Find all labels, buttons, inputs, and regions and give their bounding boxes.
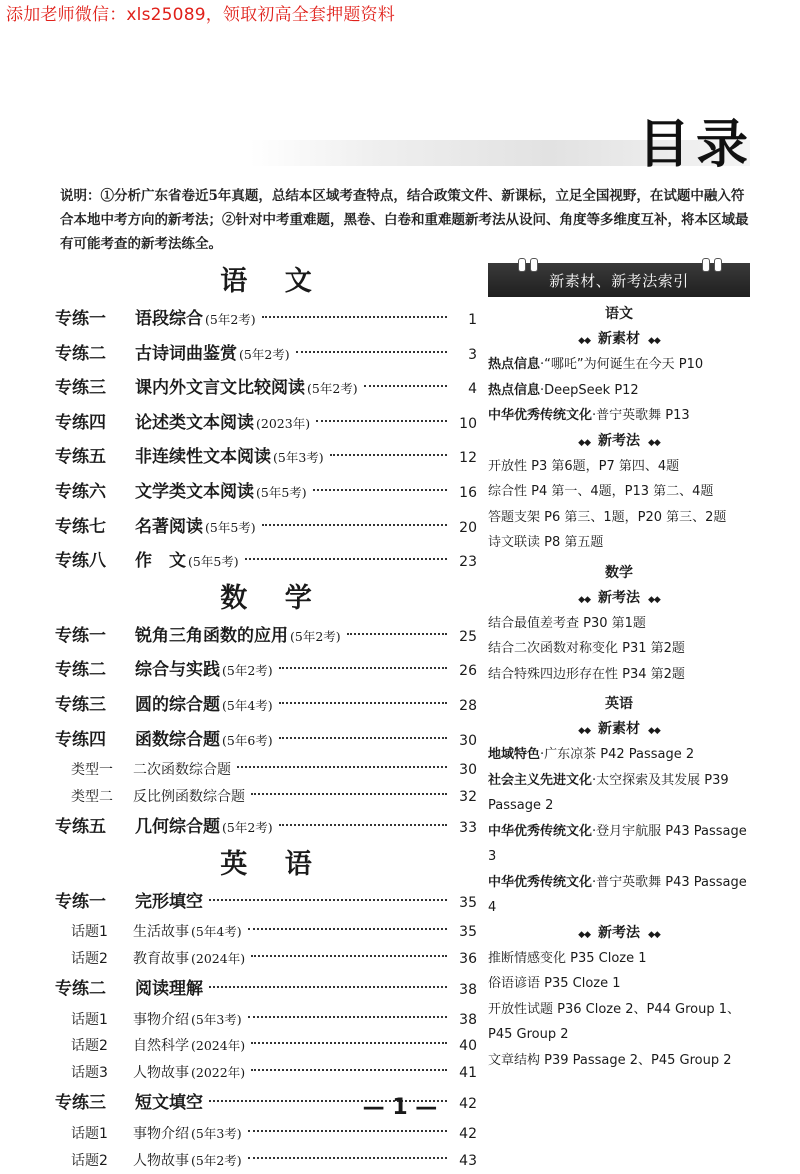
index-category	[488, 586, 750, 611]
toc-leader-dots	[262, 316, 447, 318]
diamond-icon: ◆◆	[648, 438, 660, 448]
toc-note: (5年2考)	[191, 1148, 242, 1174]
index-item-text: 文章结构 P39 Passage 2、P45 Group 2	[488, 1053, 732, 1068]
toc-name: 自然科学	[133, 1033, 189, 1060]
index-item	[488, 997, 750, 1048]
index-item-text: 诗文联读 P8 第五题	[488, 535, 603, 550]
toc-name: 古诗词曲鉴赏	[135, 337, 237, 372]
index-item-text: ·DeepSeek P12	[540, 383, 639, 398]
toc-label: 专练五	[55, 440, 135, 475]
index-category	[488, 717, 750, 742]
section-heading: 数 学	[69, 579, 477, 619]
toc-page: 38	[453, 973, 477, 1008]
index-category-title: 新考法	[598, 925, 640, 941]
toc-leader-dots	[209, 899, 447, 901]
index-item	[488, 479, 750, 505]
index-item-text: 结合最值差考查 P30 第1题	[488, 616, 646, 631]
index-panel	[488, 263, 750, 1073]
toc-name: 圆的综合题	[135, 688, 220, 723]
toc-note: (2023年)	[256, 407, 310, 442]
toc-subitem[interactable]	[55, 1148, 477, 1174]
toc-note: (2024年)	[191, 1033, 245, 1060]
toc-note: (5年5考)	[188, 545, 239, 580]
toc-note: (5年4考)	[222, 689, 273, 724]
toc-note: (5年2考)	[205, 303, 256, 338]
toc-page: 26	[453, 654, 477, 689]
toc-item[interactable]	[55, 688, 477, 723]
index-item	[488, 378, 750, 404]
index-item	[488, 870, 750, 921]
toc-note: (5年4考)	[191, 919, 242, 946]
toc-label: 专练二	[55, 653, 135, 688]
toc-page: 20	[453, 511, 477, 546]
toc-page: 23	[453, 545, 477, 580]
section-heading: 语 文	[69, 262, 477, 302]
toc-page: 3	[453, 338, 477, 373]
index-item	[488, 971, 750, 997]
toc-label: 专练三	[55, 371, 135, 406]
intro-text: 说明：①分析广东省卷近5年真题，总结本区域考查特点，结合政策文件、新课标，立足全国视野，在试题中融入符合本地中考方向的新考法；②针对中考重难题，黑卷、白卷和重难题新考法从设问、角度等多维度互补，将本区域最有可能考查的新考法练全。	[60, 184, 750, 256]
toc-label: 话题1	[55, 919, 133, 946]
toc-label: 话题3	[55, 1060, 133, 1087]
toc-note: (5年2考)	[290, 620, 341, 655]
toc-note: (5年3考)	[273, 441, 324, 476]
toc-name: 几何综合题	[135, 810, 220, 845]
toc-leader-dots	[251, 793, 447, 795]
toc-note: (5年2考)	[222, 811, 273, 846]
index-item	[488, 530, 750, 556]
diamond-icon: ◆◆	[578, 930, 590, 940]
toc-label: 专练三	[55, 1086, 135, 1121]
diamond-icon: ◆◆	[578, 726, 590, 736]
toc-page: 25	[453, 620, 477, 655]
toc-page: 28	[453, 689, 477, 724]
diamond-icon: ◆◆	[578, 336, 590, 346]
toc-item[interactable]	[55, 406, 477, 441]
toc-name: 生活故事	[133, 919, 189, 946]
toc-leader-dots	[316, 420, 447, 422]
toc-name: 函数综合题	[135, 723, 220, 758]
toc-leader-dots	[248, 1130, 447, 1132]
index-subject: 数学	[488, 560, 750, 586]
toc-item[interactable]	[55, 371, 477, 406]
toc-note: (2024年)	[191, 946, 245, 973]
toc-name: 阅读理解	[135, 972, 203, 1007]
index-item-text: ·“哪吒”为何诞生在今天 P10	[540, 357, 703, 372]
toc-note: (5年5考)	[256, 476, 307, 511]
toc-page: 38	[453, 1007, 477, 1034]
index-category-title: 新素材	[598, 721, 640, 737]
toc-label: 专练四	[55, 723, 135, 758]
index-item-text: ·普宁英歌舞 P13	[592, 408, 690, 423]
toc-note: (5年6考)	[222, 724, 273, 759]
index-item-text: ·登月宇航服 P43 Passage 3	[488, 824, 747, 865]
toc-name: 课内外文言文比较阅读	[135, 371, 305, 406]
toc-leader-dots	[251, 1042, 447, 1044]
index-item-bold: 中华优秀传统文化	[488, 408, 592, 423]
toc-leader-dots	[313, 489, 447, 491]
toc-label: 话题1	[55, 1007, 133, 1034]
toc-leader-dots	[251, 1069, 447, 1071]
toc-label: 专练五	[55, 810, 135, 845]
diamond-icon: ◆◆	[578, 595, 590, 605]
index-item	[488, 352, 750, 378]
toc-name: 人物故事	[133, 1060, 189, 1087]
toc-subitem[interactable]	[55, 757, 477, 784]
toc-name: 人物故事	[133, 1148, 189, 1174]
index-subject: 英语	[488, 691, 750, 717]
index-item	[488, 662, 750, 688]
toc-leader-dots	[364, 385, 447, 387]
watermark-text: 添加老师微信：xls25089，领取初高全套押题资料	[6, 0, 395, 25]
toc-name: 短文填空	[135, 1086, 203, 1121]
index-item-text: 开放性 P3 第6题，P7 第四、4题	[488, 459, 679, 474]
index-item-bold: 中华优秀传统文化	[488, 824, 592, 839]
index-item-text: 结合特殊四边形存在性 P34 第2题	[488, 667, 685, 682]
toc-leader-dots	[209, 986, 447, 988]
toc-leader-dots	[279, 702, 447, 704]
toc-label: 专练二	[55, 972, 135, 1007]
toc-label: 话题2	[55, 1033, 133, 1060]
toc-leader-dots	[296, 351, 447, 353]
index-item	[488, 946, 750, 972]
toc-name: 二次函数综合题	[133, 757, 231, 784]
toc-subitem[interactable]	[55, 784, 477, 811]
index-item-text: 结合二次函数对称变化 P31 第2题	[488, 641, 685, 656]
toc-name: 完形填空	[135, 885, 203, 920]
toc-name: 作 文	[135, 544, 186, 579]
toc-page: 1	[453, 303, 477, 338]
toc-note: (5年2考)	[307, 372, 358, 407]
toc-page: 42	[453, 1121, 477, 1148]
page-number: — 1 —	[0, 1095, 800, 1120]
toc-page: 30	[453, 724, 477, 759]
index-item	[488, 505, 750, 531]
toc-item[interactable]	[55, 653, 477, 688]
toc-leader-dots	[279, 824, 447, 826]
section-heading: 英 语	[69, 845, 477, 885]
toc-item[interactable]	[55, 723, 477, 758]
toc-page: 40	[453, 1033, 477, 1060]
toc-name: 论述类文本阅读	[135, 406, 254, 441]
toc-name: 非连续性文本阅读	[135, 440, 271, 475]
toc-page: 42	[453, 1087, 477, 1122]
toc-name: 语段综合	[135, 302, 203, 337]
toc-item[interactable]	[55, 337, 477, 372]
diamond-icon: ◆◆	[578, 438, 590, 448]
toc-item[interactable]	[55, 302, 477, 337]
toc-name: 名著阅读	[135, 510, 203, 545]
toc-page: 43	[453, 1148, 477, 1174]
toc-page: 36	[453, 946, 477, 973]
index-item	[488, 768, 750, 819]
toc-name: 锐角三角函数的应用	[135, 619, 288, 654]
toc-item[interactable]	[55, 972, 477, 1007]
toc-note: (5年2考)	[239, 338, 290, 373]
index-category	[488, 429, 750, 454]
index-item-bold: 热点信息	[488, 357, 540, 372]
index-item	[488, 611, 750, 637]
toc-leader-dots	[251, 955, 447, 957]
toc-subitem[interactable]	[55, 1121, 477, 1148]
index-item	[488, 636, 750, 662]
ring-icon	[530, 258, 538, 272]
page-title: 目录	[638, 102, 754, 177]
index-category-title: 新素材	[598, 331, 640, 347]
toc-name: 教育故事	[133, 946, 189, 973]
toc-page: 33	[453, 811, 477, 846]
toc-leader-dots	[248, 928, 447, 930]
toc-leader-dots	[330, 454, 447, 456]
index-item	[488, 742, 750, 768]
index-item-text: 答题支架 P6 第三、1题，P20 第三、2题	[488, 510, 726, 525]
index-category-title: 新考法	[598, 590, 640, 606]
index-category	[488, 921, 750, 946]
toc-leader-dots	[279, 667, 447, 669]
toc-item[interactable]	[55, 885, 477, 920]
toc-leader-dots	[262, 524, 447, 526]
toc-page: 32	[453, 784, 477, 811]
index-item-bold: 社会主义先进文化	[488, 773, 592, 788]
toc-label: 专练四	[55, 406, 135, 441]
index-item-text: 推断情感变化 P35 Cloze 1	[488, 951, 647, 966]
toc-item[interactable]	[55, 544, 477, 579]
index-item-text: 俗语谚语 P35 Cloze 1	[488, 976, 621, 991]
toc-page: 41	[453, 1060, 477, 1087]
toc-item[interactable]	[55, 440, 477, 475]
index-item	[488, 454, 750, 480]
toc-leader-dots	[279, 737, 447, 739]
toc-name: 综合与实践	[135, 653, 220, 688]
toc-label: 专练八	[55, 544, 135, 579]
toc-page: 35	[453, 886, 477, 921]
toc-page: 4	[453, 372, 477, 407]
toc-subitem[interactable]	[55, 1007, 477, 1034]
ring-icon	[518, 258, 526, 272]
toc-list	[55, 262, 477, 1174]
toc-label: 专练六	[55, 475, 135, 510]
index-item-bold: 地域特色	[488, 747, 540, 762]
toc-label: 专练一	[55, 885, 135, 920]
toc-label: 话题2	[55, 946, 133, 973]
index-item	[488, 1048, 750, 1074]
index-item	[488, 819, 750, 870]
toc-page: 35	[453, 919, 477, 946]
toc-note: (5年2考)	[222, 654, 273, 689]
ring-icon	[714, 258, 722, 272]
toc-label: 专练一	[55, 619, 135, 654]
toc-name: 事物介绍	[133, 1007, 189, 1034]
index-category-title: 新考法	[598, 433, 640, 449]
diamond-icon: ◆◆	[648, 930, 660, 940]
index-item	[488, 403, 750, 429]
index-item-text: ·普宁英歌舞 P43 Passage 4	[488, 875, 747, 916]
index-item-bold: 热点信息	[488, 383, 540, 398]
index-banner	[488, 263, 750, 297]
toc-note: (5年3考)	[191, 1007, 242, 1034]
toc-note: (5年5考)	[205, 511, 256, 546]
toc-label: 话题1	[55, 1121, 133, 1148]
toc-label: 专练七	[55, 510, 135, 545]
toc-label: 专练一	[55, 302, 135, 337]
toc-item[interactable]	[55, 810, 477, 845]
toc-item[interactable]	[55, 510, 477, 545]
toc-page: 10	[453, 407, 477, 442]
diamond-icon: ◆◆	[648, 336, 660, 346]
diamond-icon: ◆◆	[648, 595, 660, 605]
toc-label: 专练三	[55, 688, 135, 723]
toc-note: (5年3考)	[191, 1121, 242, 1148]
index-item-text: 开放性试题 P36 Cloze 2、P44 Group 1、P45 Group 2	[488, 1002, 740, 1043]
index-item-text: ·广东凉茶 P42 Passage 2	[540, 747, 694, 762]
diamond-icon: ◆◆	[648, 726, 660, 736]
toc-leader-dots	[248, 1016, 447, 1018]
toc-item[interactable]	[55, 475, 477, 510]
index-item-bold: 中华优秀传统文化	[488, 875, 592, 890]
index-subject: 语文	[488, 301, 750, 327]
toc-label: 专练二	[55, 337, 135, 372]
toc-leader-dots	[237, 766, 447, 768]
toc-page: 12	[453, 441, 477, 476]
toc-name: 事物介绍	[133, 1121, 189, 1148]
index-item-text: ·太空探索及其发展 P39 Passage 2	[488, 773, 729, 814]
toc-leader-dots	[248, 1157, 447, 1159]
toc-subitem[interactable]	[55, 919, 477, 946]
toc-leader-dots	[245, 558, 447, 560]
toc-name: 反比例函数综合题	[133, 784, 245, 811]
index-banner-text: 新素材、新考法索引	[549, 272, 689, 290]
index-item-text: 综合性 P4 第一、4题，P13 第二、4题	[488, 484, 713, 499]
toc-subitem[interactable]	[55, 946, 477, 973]
toc-subitem[interactable]	[55, 1033, 477, 1060]
toc-label: 类型二	[55, 784, 133, 811]
toc-label: 类型一	[55, 757, 133, 784]
toc-label: 话题2	[55, 1148, 133, 1174]
toc-name: 文学类文本阅读	[135, 475, 254, 510]
toc-subitem[interactable]	[55, 1060, 477, 1087]
toc-page: 16	[453, 476, 477, 511]
index-category	[488, 327, 750, 352]
toc-page: 30	[453, 757, 477, 784]
ring-icon	[702, 258, 710, 272]
toc-leader-dots	[347, 633, 447, 635]
toc-note: (2022年)	[191, 1060, 245, 1087]
toc-item[interactable]	[55, 619, 477, 654]
